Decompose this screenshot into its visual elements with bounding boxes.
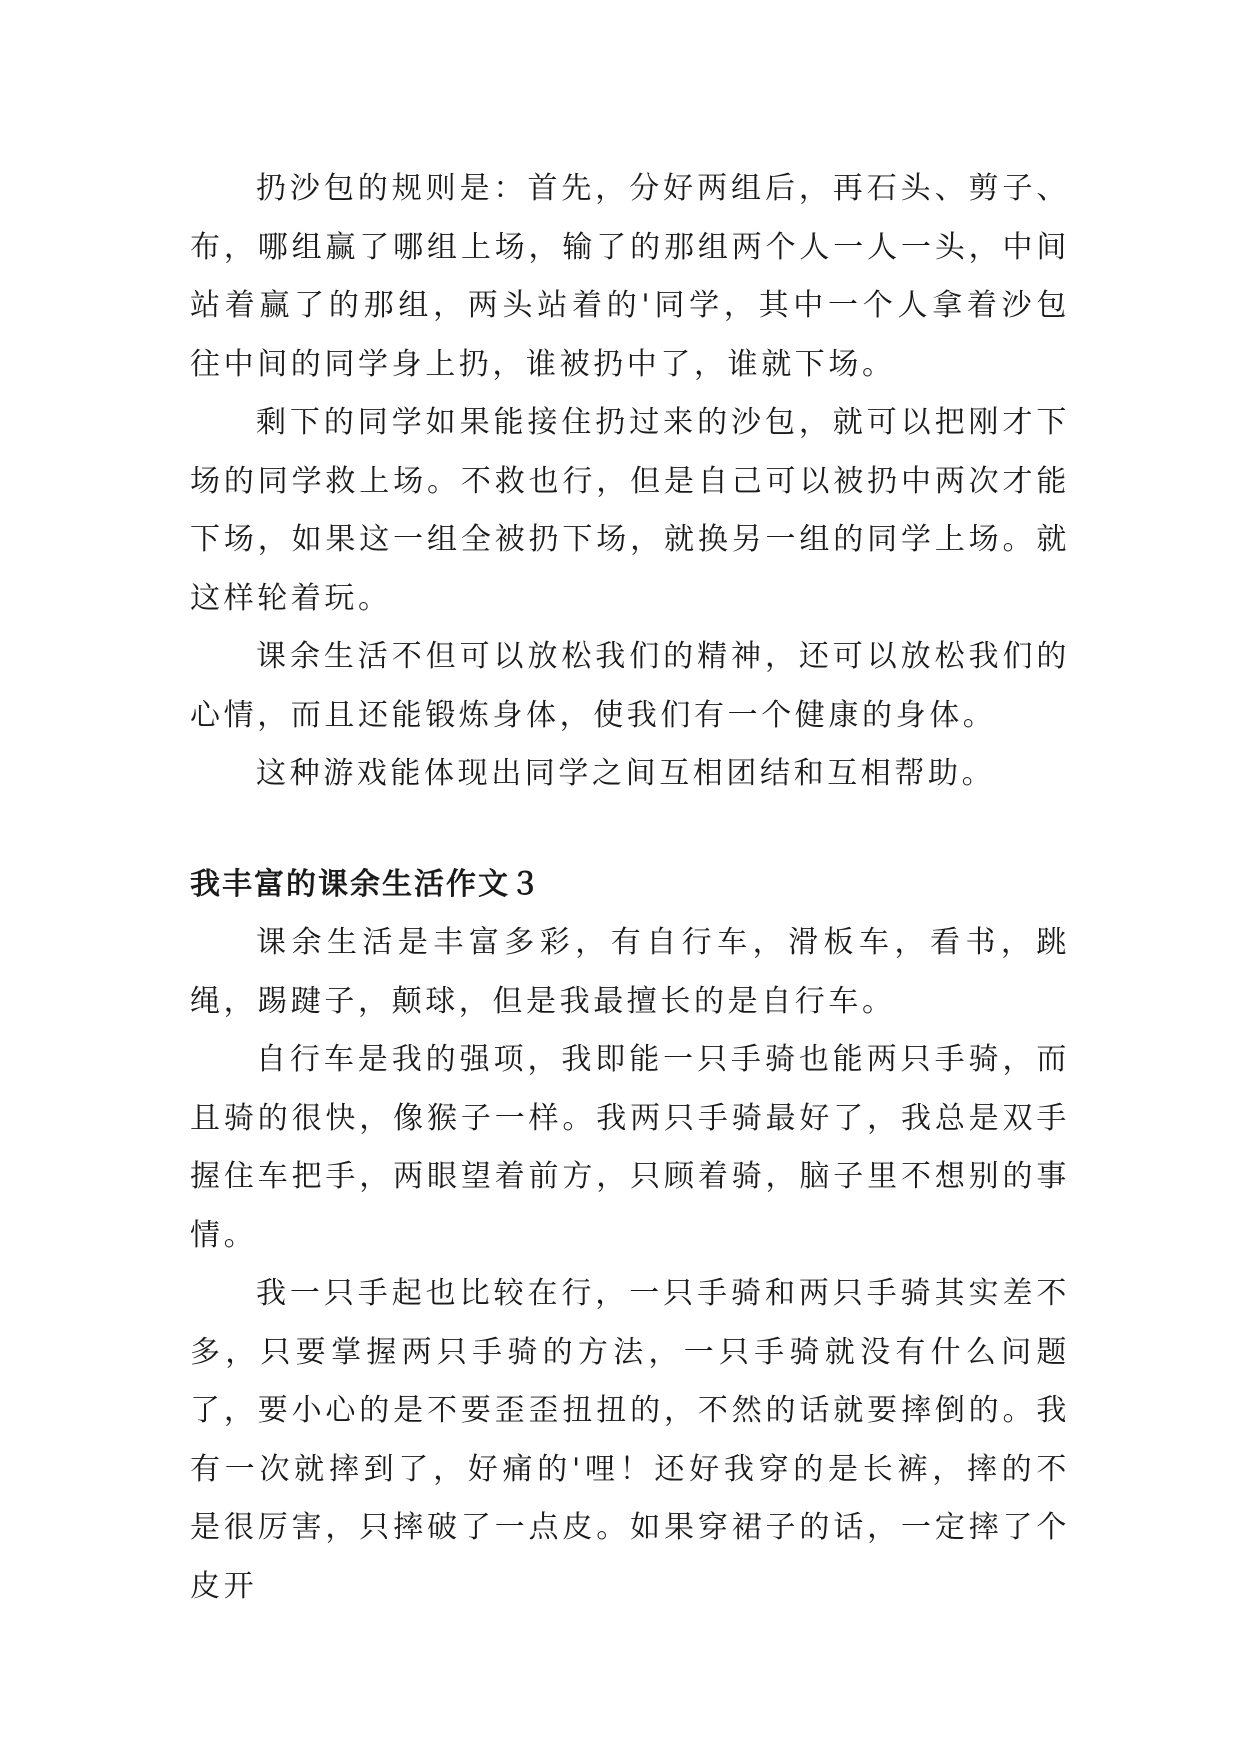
paragraph-bike-strength: 自行车是我的强项，我即能一只手骑也能两只手骑，而且骑的很快，像猴子一样。我两只手骑最好了，我总是双手握住车把手，两眼望着前方，只顾着骑，脑子里不想别的事情。 (190, 1042, 1070, 1253)
paragraph-activities: 课余生活是丰富多彩，有自行车，滑板车，看书，跳绳，踢踺子，颠球，但是我最擅长的是自行车。 (190, 925, 1070, 1019)
essay-heading: 我丰富的课余生活作文３ (190, 866, 542, 902)
paragraph-benefits: 课余生活不但可以放松我们的精神，还可以放松我们的心情，而且还能锻炼身体，使我们有一个健康的身体。 (190, 639, 1070, 733)
paragraph-rescue-rules: 剩下的同学如果能接住扔过来的沙包，就可以把刚才下场的同学救上场。不救也行，但是自己可以被扔中两次才能下场，如果这一组全被扔下场，就换另一组的同学上场。就这样轮着玩。 (190, 405, 1070, 616)
paragraph-one-hand-riding: 我一只手起也比较在行，一只手骑和两只手骑其实差不多，只要掌握两只手骑的方法，一只手骑就没有什么问题了，要小心的是不要歪歪扭扭的，不然的话就要摔倒的。我有一次就摔到了，好痛的'哩！还好我穿的是长裤，摔的不是很厉害，只摔破了一点皮。如果穿裙子的话，一定摔了个皮开 (190, 1276, 1070, 1604)
document-body (190, 160, 1070, 1616)
paragraph-teamwork: 这种游戏能体现出同学之间互相团结和互相帮助。 (256, 756, 996, 791)
paragraph-sandbag-rules: 扔沙包的规则是：首先，分好两组后，再石头、剪子、布，哪组赢了哪组上场，输了的那组两个人一人一头，中间站着赢了的那组，两头站着的'同学，其中一个人拿着沙包往中间的同学身上扔，谁被扔中了，谁就下场。 (190, 171, 1070, 382)
